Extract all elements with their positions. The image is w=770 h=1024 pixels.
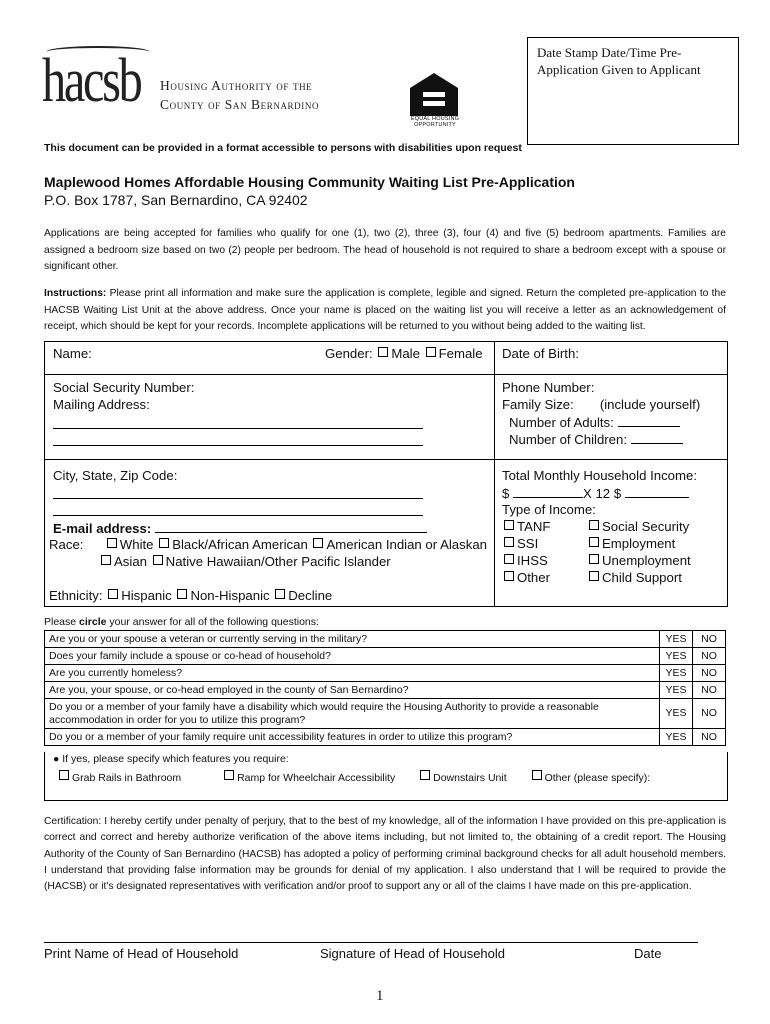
email-field[interactable]: E-mail address: bbox=[53, 520, 427, 537]
feature-label: Grab Rails in Bathroom bbox=[72, 772, 182, 784]
adults-label: Number of Adults: bbox=[509, 415, 614, 430]
city-state-zip-line-2[interactable] bbox=[53, 515, 423, 516]
income-calc[interactable] bbox=[502, 485, 689, 502]
questions-intro-prefix: Please bbox=[44, 616, 80, 628]
race-white-label: White bbox=[119, 537, 154, 552]
instructions-paragraph bbox=[44, 286, 726, 336]
income-dollar-2: $ bbox=[613, 486, 622, 501]
phone-label: Phone Number: bbox=[502, 380, 595, 395]
date-stamp-label: Date Stamp Date/Time Pre-Application Given to Applicant bbox=[537, 45, 701, 77]
income-other-checkbox[interactable] bbox=[504, 571, 514, 581]
question-text: Does your family include a spouse or co-head of household? bbox=[45, 648, 660, 665]
dob-label: Date of Birth: bbox=[502, 346, 579, 361]
question-text: Are you or your spouse a veteran or currently serving in the military? bbox=[45, 631, 660, 648]
mailing-address-line-1[interactable] bbox=[53, 428, 423, 429]
children-field[interactable] bbox=[509, 431, 683, 448]
ramp-checkbox[interactable] bbox=[224, 770, 234, 780]
questions-intro-bold: circle bbox=[79, 616, 107, 628]
race-pacific-label: Native Hawaiian/Other Pacific Islander bbox=[165, 554, 391, 569]
print-name-label: Print Name of Head of Household bbox=[44, 946, 239, 961]
name-field[interactable] bbox=[53, 346, 92, 362]
ethnicity-nonhispanic-checkbox[interactable] bbox=[177, 589, 187, 599]
race-asian-label: Asian bbox=[114, 554, 147, 569]
table-row bbox=[45, 682, 726, 699]
income-type-row-4 bbox=[502, 570, 550, 586]
no-option[interactable]: NO bbox=[693, 699, 726, 729]
other-feature-checkbox[interactable] bbox=[532, 770, 542, 780]
family-size-label: Family Size: bbox=[502, 397, 574, 412]
table-row bbox=[45, 699, 726, 729]
yes-option[interactable]: YES bbox=[660, 648, 693, 665]
family-size-field bbox=[502, 397, 700, 413]
adults-field[interactable] bbox=[509, 414, 680, 431]
gender-male-checkbox[interactable] bbox=[378, 347, 388, 357]
agency-line-2: County of San Bernardino bbox=[160, 97, 320, 112]
table-row bbox=[45, 631, 726, 648]
grab-rails-checkbox[interactable] bbox=[59, 770, 69, 780]
income-type-left-label: TANF bbox=[517, 519, 551, 534]
yes-option[interactable]: YES bbox=[660, 631, 693, 648]
features-prompt: If yes, please specify which features you require: bbox=[62, 753, 289, 765]
email-label: E-mail address bbox=[53, 521, 147, 536]
gender-male-label: Male bbox=[391, 346, 420, 361]
family-size-note: (include yourself) bbox=[599, 397, 701, 412]
email-input-line[interactable] bbox=[155, 520, 427, 533]
income-type-right-label: Unemployment bbox=[602, 553, 691, 568]
race-field-row-2 bbox=[99, 554, 391, 570]
income-employment-checkbox[interactable] bbox=[589, 537, 599, 547]
no-option[interactable]: NO bbox=[693, 729, 726, 746]
income-child-support-checkbox[interactable] bbox=[589, 571, 599, 581]
no-option[interactable]: NO bbox=[693, 682, 726, 699]
features-options-row bbox=[57, 770, 650, 784]
feature-label: Downstairs Unit bbox=[433, 772, 507, 784]
mailing-address-header: P.O. Box 1787, San Bernardino, CA 92402 bbox=[44, 192, 308, 208]
income-type-right-label: Social Security bbox=[602, 519, 690, 534]
race-white-checkbox[interactable] bbox=[107, 538, 117, 548]
race-field bbox=[49, 537, 487, 553]
eho-text-line-2: OPPORTUNITY bbox=[414, 122, 456, 128]
agency-name bbox=[160, 76, 319, 114]
income-ssi-checkbox[interactable] bbox=[504, 537, 514, 547]
accessibility-features-box bbox=[44, 752, 728, 801]
ethnicity-hispanic-label: Hispanic bbox=[121, 588, 172, 603]
income-type-label: Type of Income: bbox=[502, 502, 596, 517]
applicant-info-box bbox=[44, 341, 728, 607]
agency-line-1: Housing Authority of the bbox=[160, 78, 313, 93]
row-divider bbox=[45, 374, 727, 375]
yes-option[interactable]: YES bbox=[660, 729, 693, 746]
downstairs-unit-checkbox[interactable] bbox=[420, 770, 430, 780]
feature-label: Ramp for Wheelchair Accessibility bbox=[237, 772, 396, 784]
city-state-zip-label: City, State, Zip Code: bbox=[53, 468, 178, 483]
logo-text: hacsb bbox=[42, 47, 141, 115]
ethnicity-decline-label: Decline bbox=[288, 588, 333, 603]
certification-paragraph: Certification: I hereby certify under penalty of perjury, that to the best of my knowledge, all of the information I have provided on this pre-application is correct and correct and hereby authorize verification of the above items including, but not limited to, the obtaining of a credit report. The Housing Authority of the County of San Bernardino (HACSB) has adopted a policy of performing criminal background checks for all adult household members. I understand that providing false information may be grounds for denial of my application. I also understand that I will be required to provide the (HACSB) or it's designated representatives with verification and/or proof to support any or all of the claims I have made on this pre-application. bbox=[44, 816, 726, 893]
row-divider bbox=[45, 459, 727, 460]
signature-line[interactable] bbox=[44, 942, 698, 943]
table-row bbox=[45, 648, 726, 665]
ethnicity-label: Ethnicity: bbox=[49, 588, 103, 603]
date-label: Date bbox=[634, 946, 662, 961]
name-label: Name: bbox=[53, 346, 92, 361]
gender-field bbox=[325, 346, 483, 362]
mailing-address-label: Mailing Address: bbox=[53, 397, 150, 412]
gender-female-checkbox[interactable] bbox=[426, 347, 436, 357]
gender-female-label: Female bbox=[438, 346, 483, 361]
mailing-address-line-2[interactable] bbox=[53, 445, 423, 446]
income-type-row-3 bbox=[502, 553, 548, 569]
accessibility-note: This document can be provided in a format accessible to persons with disabilities upon request bbox=[44, 142, 522, 154]
column-divider bbox=[494, 342, 495, 606]
race-asian-checkbox[interactable] bbox=[101, 555, 111, 565]
no-option[interactable]: NO bbox=[693, 631, 726, 648]
question-text: Do you or a member of your family have a disability which would require the Housing Authority to provide a reasonable accommodation in order for you to utilize this program? bbox=[45, 699, 660, 729]
income-field bbox=[502, 468, 697, 484]
yes-option[interactable]: YES bbox=[660, 665, 693, 682]
income-type-left-label: IHSS bbox=[517, 553, 548, 568]
page-title: Maplewood Homes Affordable Housing Community Waiting List Pre-Application bbox=[44, 174, 575, 190]
income-label: Total Monthly Household Income: bbox=[502, 468, 697, 483]
race-black-label: Black/African American bbox=[172, 537, 308, 552]
ethnicity-nonhispanic-label: Non-Hispanic bbox=[190, 588, 270, 603]
signature-label: Signature of Head of Household bbox=[320, 946, 506, 961]
children-label: Number of Children: bbox=[509, 432, 628, 447]
features-prompt-row bbox=[53, 753, 289, 765]
ethnicity-hispanic-checkbox[interactable] bbox=[108, 589, 118, 599]
instructions-label: Instructions: bbox=[44, 288, 107, 299]
monthly-income-line[interactable] bbox=[513, 485, 583, 498]
eho-text-line-1: EQUAL HOUSING bbox=[410, 116, 460, 122]
dob-field[interactable] bbox=[502, 346, 579, 362]
equal-housing-icon bbox=[408, 72, 460, 116]
income-ihss-checkbox[interactable] bbox=[504, 554, 514, 564]
income-dollar-1: $ bbox=[502, 486, 510, 501]
income-type-left-label: Other bbox=[517, 570, 550, 585]
annual-income-line[interactable] bbox=[625, 485, 689, 498]
table-row bbox=[45, 729, 726, 746]
gender-label: Gender: bbox=[325, 346, 373, 361]
income-type-right-label: Employment bbox=[602, 536, 676, 551]
mailing-address-field[interactable] bbox=[53, 397, 150, 413]
race-black-checkbox[interactable] bbox=[159, 538, 169, 548]
income-type-right-label: Child Support bbox=[602, 570, 682, 585]
income-type-row-1 bbox=[502, 519, 550, 535]
bullet-icon: ● bbox=[53, 753, 60, 765]
city-state-zip-line-1[interactable] bbox=[53, 498, 423, 499]
page-number: 1 bbox=[376, 988, 384, 1004]
questions-table bbox=[44, 630, 726, 746]
income-x12: X 12 bbox=[583, 486, 611, 501]
questions-intro bbox=[44, 616, 319, 628]
adults-input-line[interactable] bbox=[618, 414, 680, 427]
question-text: Are you currently homeless? bbox=[45, 665, 660, 682]
city-state-zip-field[interactable] bbox=[53, 468, 177, 484]
feature-label: Other (please specify): bbox=[544, 772, 651, 784]
hacsb-logo bbox=[40, 46, 160, 118]
children-input-line[interactable] bbox=[631, 431, 683, 444]
ethnicity-field bbox=[49, 588, 332, 604]
question-text: Do you or a member of your family require unit accessibility features in order to utilize this program? bbox=[45, 729, 660, 746]
income-tanf-checkbox[interactable] bbox=[504, 520, 514, 530]
race-native-checkbox[interactable] bbox=[313, 538, 323, 548]
no-option[interactable]: NO bbox=[693, 665, 726, 682]
equal-housing-logo bbox=[406, 72, 462, 130]
race-native-label: American Indian or Alaskan bbox=[326, 537, 487, 552]
date-stamp-box[interactable] bbox=[527, 37, 739, 145]
race-label: Race: bbox=[49, 537, 84, 552]
income-unemployment-checkbox[interactable] bbox=[589, 554, 599, 564]
race-pacific-checkbox[interactable] bbox=[153, 555, 163, 565]
income-type-left-label: SSI bbox=[517, 536, 539, 551]
no-option[interactable]: NO bbox=[693, 648, 726, 665]
questions-intro-suffix: your answer for all of the following questions: bbox=[106, 616, 319, 628]
income-type-row-2 bbox=[502, 536, 538, 552]
income-social-security-checkbox[interactable] bbox=[589, 520, 599, 530]
intro-paragraph: Applications are being accepted for families who qualify for one (1), two (2), three (3), four (4) and five (5) bedroom apartments. Families are assigned a bedroom size based on two (2) people per bedroom. The head of household is not required to share a bedroom except with a spouse or significant other. bbox=[44, 228, 726, 272]
ssn-field[interactable] bbox=[53, 380, 194, 396]
yes-option[interactable]: YES bbox=[660, 682, 693, 699]
instructions-text: Please print all information and make sure the application is complete, legible and signed. Return the completed pre-application to the HACSB Waiting List Unit at the above address. Once your name is placed on the waiting list you will receive a letter as an acknowledgement of receipt, which should be kept for your records. Incomplete applications will be returned to you without being added to the waiting list. bbox=[44, 288, 726, 332]
ethnicity-decline-checkbox[interactable] bbox=[275, 589, 285, 599]
question-text: Are you, your spouse, or co-head employed in the county of San Bernardino? bbox=[45, 682, 660, 699]
phone-field[interactable] bbox=[502, 380, 594, 396]
yes-option[interactable]: YES bbox=[660, 699, 693, 729]
table-row bbox=[45, 665, 726, 682]
ssn-label: Social Security Number: bbox=[53, 380, 195, 395]
